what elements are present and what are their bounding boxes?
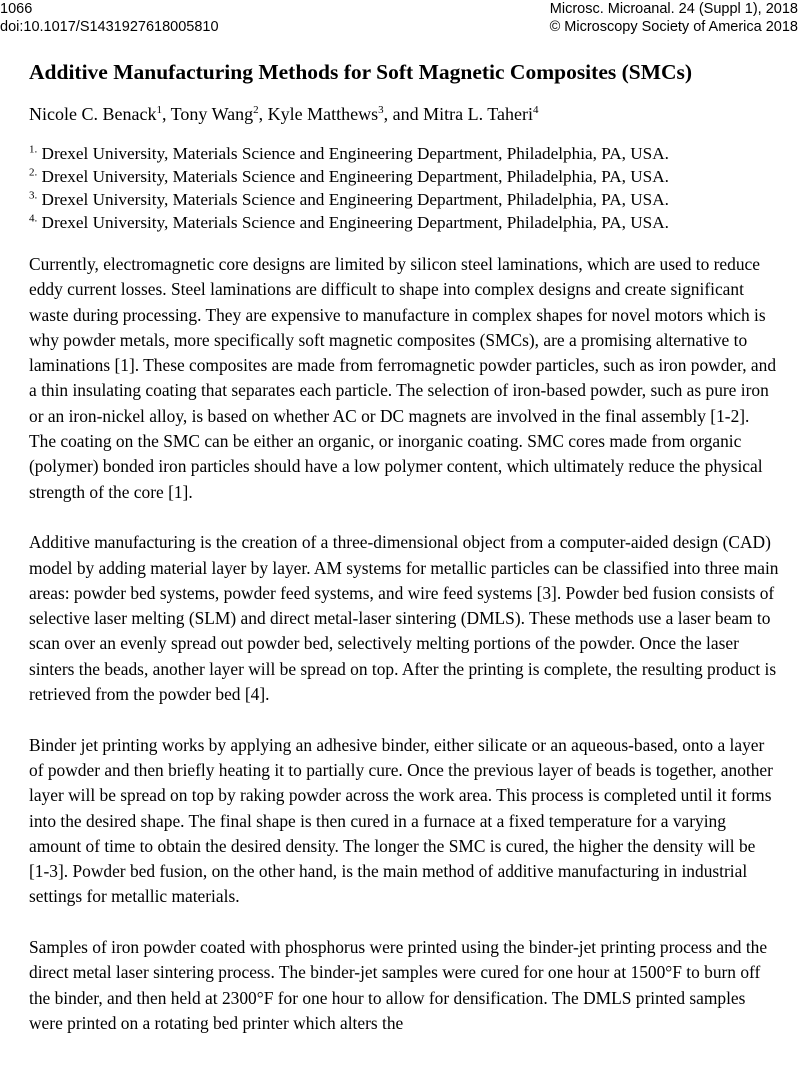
author-affil-marker: 3: [378, 104, 384, 116]
author-affil-marker: 1: [156, 104, 162, 116]
paragraph-additive-manufacturing: Additive manufacturing is the creation of a three-dimensional object from a computer-aided design (CAD) model by adding material layer by layer. AM systems for metallic particles can be classified into three main areas: powder bed systems, powder feed systems, and wire feed systems [3]. Powder bed fusion consists of selective laser melting (SLM) and direct metal-laser sintering (DMLS). These methods use a laser beam to scan over an evenly spread out powder bed, selectively melting portions of the powder. Once the laser sinters the beads, another layer will be spread on top. After the printing is complete, the resulting product is retrieved from the powder bed [4].: [29, 532, 779, 705]
author-name: Nicole C. Benack: [29, 104, 157, 124]
affiliation: $^{3.}$ Drexel University, Materials Science and Engineering Department, Philadelphia, PA, USA.: [29, 189, 669, 209]
article: [29, 58, 779, 1036]
affiliation-list: [29, 142, 779, 234]
body-text: [29, 252, 779, 1036]
author-name: Tony Wang: [170, 104, 254, 124]
affiliation-number: 3.: [29, 189, 38, 202]
doi[interactable]: doi:10.1017/S1431927618005810: [0, 19, 219, 35]
author-name: Kyle Matthews: [267, 104, 379, 124]
page-header-right: [550, 0, 798, 36]
affiliation-number: 2.: [29, 166, 38, 179]
affiliation: $^{2.}$ Drexel University, Materials Science and Engineering Department, Philadelphia, PA, USA.: [29, 166, 669, 186]
author-affil-marker: 2: [253, 104, 259, 116]
affiliation: $^{1.}$ Drexel University, Materials Science and Engineering Department, Philadelphia, PA, USA.: [29, 143, 669, 163]
page-number: 1066: [0, 1, 33, 17]
author-list: Nicole C. Benack$^1$, Tony Wang$^2$, Kyle Matthews$^3$, and Mitra L. Taheri$^4$: [29, 104, 539, 124]
affiliation: $^{4.}$ Drexel University, Materials Science and Engineering Department, Philadelphia, PA, USA.: [29, 212, 669, 232]
journal-citation: Microsc. Microanal. 24 (Suppl 1), 2018: [549, 1, 798, 17]
affiliation-number: 4.: [29, 212, 38, 225]
paragraph-samples: Samples of iron powder coated with phosphorus were printed using the binder-jet printing process and the direct metal laser sintering process. The binder-jet samples were cured for one hour at 1500°F to burn off the binder, and then held at 2300°F for one hour to allow for densification. The DMLS printed samples were printed on a rotating bed printer which alters the: [29, 937, 768, 1033]
paragraph-binder-jet: Binder jet printing works by applying an adhesive binder, either silicate or an aqueous-based, onto a layer of powder and then briefly heating it to partially cure. Once the previous layer of beads is together, another layer will be spread on top by raking powder across the work area. This process is completed until it forms into the desired shape. The final shape is then cured in a furnace at a fixed temperature for a varying amount of time to obtain the desired density. The longer the SMC is cured, the higher the density will be [1-3]. Powder bed fusion, on the other hand, is the main method of additive manufacturing in industrial settings for metallic materials.: [29, 734, 773, 907]
author-affil-marker: 4: [532, 104, 539, 116]
article-title: Additive Manufacturing Methods for Soft Magnetic Composites (SMCs): [29, 60, 693, 84]
copyright: © Microscopy Society of America 2018: [549, 19, 798, 35]
author-name: Mitra L. Taheri: [423, 104, 533, 124]
affiliation-number: 1.: [29, 143, 38, 156]
page-header-left: [0, 0, 219, 36]
paragraph-intro: Currently, electromagnetic core designs are limited by silicon steel laminations, which are used to reduce eddy current losses. Steel laminations are difficult to shape into complex designs and create significant waste during processing. They are expensive to manufacture in complex shapes for novel motors which is why powder metals, more specifically soft magnetic composites (SMCs), are a promising alternative to laminations [1]. These composites are made from ferromagnetic powder particles, such as iron powder, and a thin insulating coating that separates each particle. The selection of iron-based powder, such as pure iron or an iron-nickel alloy, is based on whether AC or DC magnets are involved in the final assembly [1-2]. The coating on the SMC can be either an organic, or inorganic coating. SMC cores made from organic (polymer) bonded iron particles should have a low polymer content, which ultimately reduce the physical strength of the core [1].: [29, 254, 777, 502]
